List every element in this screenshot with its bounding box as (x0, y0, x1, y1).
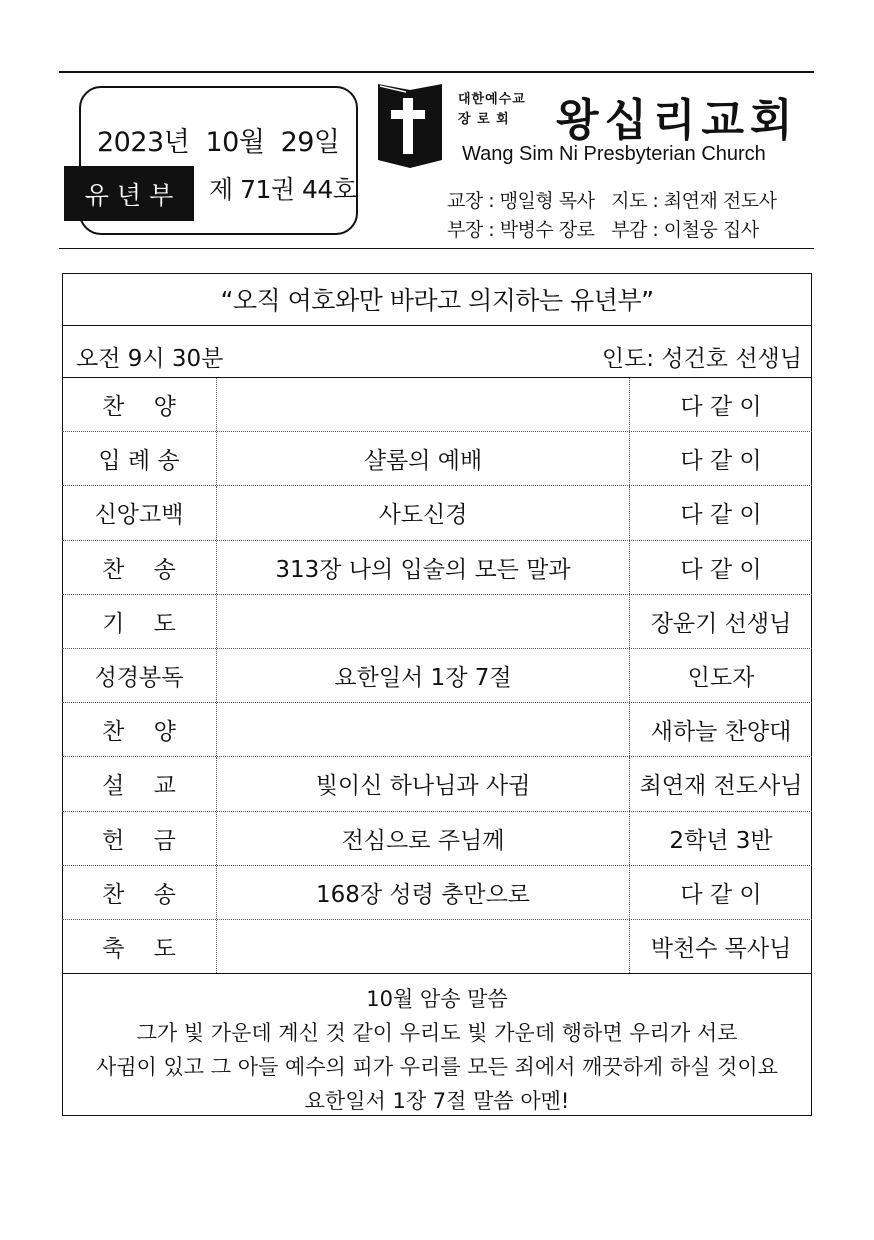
order-row (62, 432, 812, 486)
order-row (62, 703, 812, 757)
order-item: 찬 송 (62, 541, 217, 594)
church-name-korean: 왕십리교회 (556, 95, 799, 146)
order-content (217, 703, 630, 756)
order-item: 신앙고백 (62, 486, 217, 539)
order-row (62, 649, 812, 703)
order-content: 313장 나의 입술의 모든 말과 (217, 541, 630, 594)
order-by: 2학년 3반 (669, 827, 773, 854)
order-row (62, 595, 812, 649)
order-by: 다 같 이 (680, 881, 762, 908)
service-order-table (62, 378, 812, 974)
order-content: 168장 성령 충만으로 (217, 866, 630, 919)
order-content: 요한일서 1장 7절 (217, 649, 630, 702)
order-content: 전심으로 주님께 (217, 812, 630, 865)
order-by: 최연재 전도사님 (639, 773, 803, 800)
memory-verse-line-2: 사귐이 있고 그 아들 예수의 피가 우리를 모든 죄에서 깨끗하게 하실 것이요 (95, 1055, 778, 1079)
denomination-line-2: 장 로 회 (458, 112, 510, 127)
order-item: 헌 금 (62, 812, 217, 865)
issue-number: 제 71권 44호 (209, 175, 357, 204)
memory-verse-line-1: 그가 빛 가운데 계신 것 같이 우리도 빛 가운데 행하면 우리가 서로 (136, 1021, 738, 1045)
order-row (62, 378, 812, 432)
bulletin-date: 2023년 10월 29일 (97, 127, 340, 158)
order-row (62, 757, 812, 811)
memory-verse (62, 982, 812, 1118)
order-row (62, 541, 812, 595)
staff-line-2: 부장 : 박병수 장로 부감 : 이철웅 집사 (447, 219, 759, 241)
order-by: 박천수 목사님 (650, 935, 792, 962)
memory-verse-title: 10월 암송 말씀 (366, 987, 508, 1011)
header-bottom-rule (59, 248, 814, 249)
order-item: 찬 양 (62, 703, 217, 756)
order-item: 기 도 (62, 595, 217, 648)
order-item: 찬 송 (62, 866, 217, 919)
order-content (217, 920, 630, 973)
order-content (217, 595, 630, 648)
service-leader: 인도: 성건호 선생님 (601, 346, 802, 372)
order-row (62, 920, 812, 974)
order-by: 인도자 (687, 665, 755, 692)
order-row (62, 812, 812, 866)
department-badge: 유년부 (64, 166, 194, 221)
order-by: 새하늘 찬양대 (650, 719, 792, 746)
church-name-english: Wang Sim Ni Presbyterian Church (462, 143, 766, 165)
order-by: 다 같 이 (680, 556, 762, 583)
denomination-label (458, 90, 550, 130)
order-by: 다 같 이 (680, 448, 762, 475)
staff-line-1: 교장 : 맹일형 목사 지도 : 최연재 전도사 (447, 190, 777, 212)
order-row (62, 486, 812, 540)
order-content: 사도신경 (217, 486, 630, 539)
top-rule (59, 71, 814, 73)
order-item: 설 교 (62, 757, 217, 810)
order-item: 입 례 송 (62, 432, 217, 485)
order-by: 다 같 이 (680, 502, 762, 529)
memory-verse-line-3: 요한일서 1장 7절 말씀 아멘! (304, 1089, 570, 1113)
order-content: 샬롬의 예배 (217, 432, 630, 485)
denomination-line-1: 대한예수교 (458, 92, 526, 107)
order-row (62, 866, 812, 920)
cross-book-logo-icon (376, 80, 444, 172)
order-item: 찬 양 (62, 378, 217, 431)
order-item: 축 도 (62, 920, 217, 973)
order-item: 성경봉독 (62, 649, 217, 702)
order-by: 다 같 이 (680, 394, 762, 421)
service-theme: “오직 여호와만 바라고 의지하는 유년부” (220, 286, 654, 315)
order-content: 빛이신 하나님과 사귐 (217, 757, 630, 810)
order-by: 장윤기 선생님 (650, 610, 792, 637)
order-content (217, 378, 630, 431)
service-time: 오전 9시 30분 (76, 346, 224, 372)
theme-divider (62, 325, 812, 326)
